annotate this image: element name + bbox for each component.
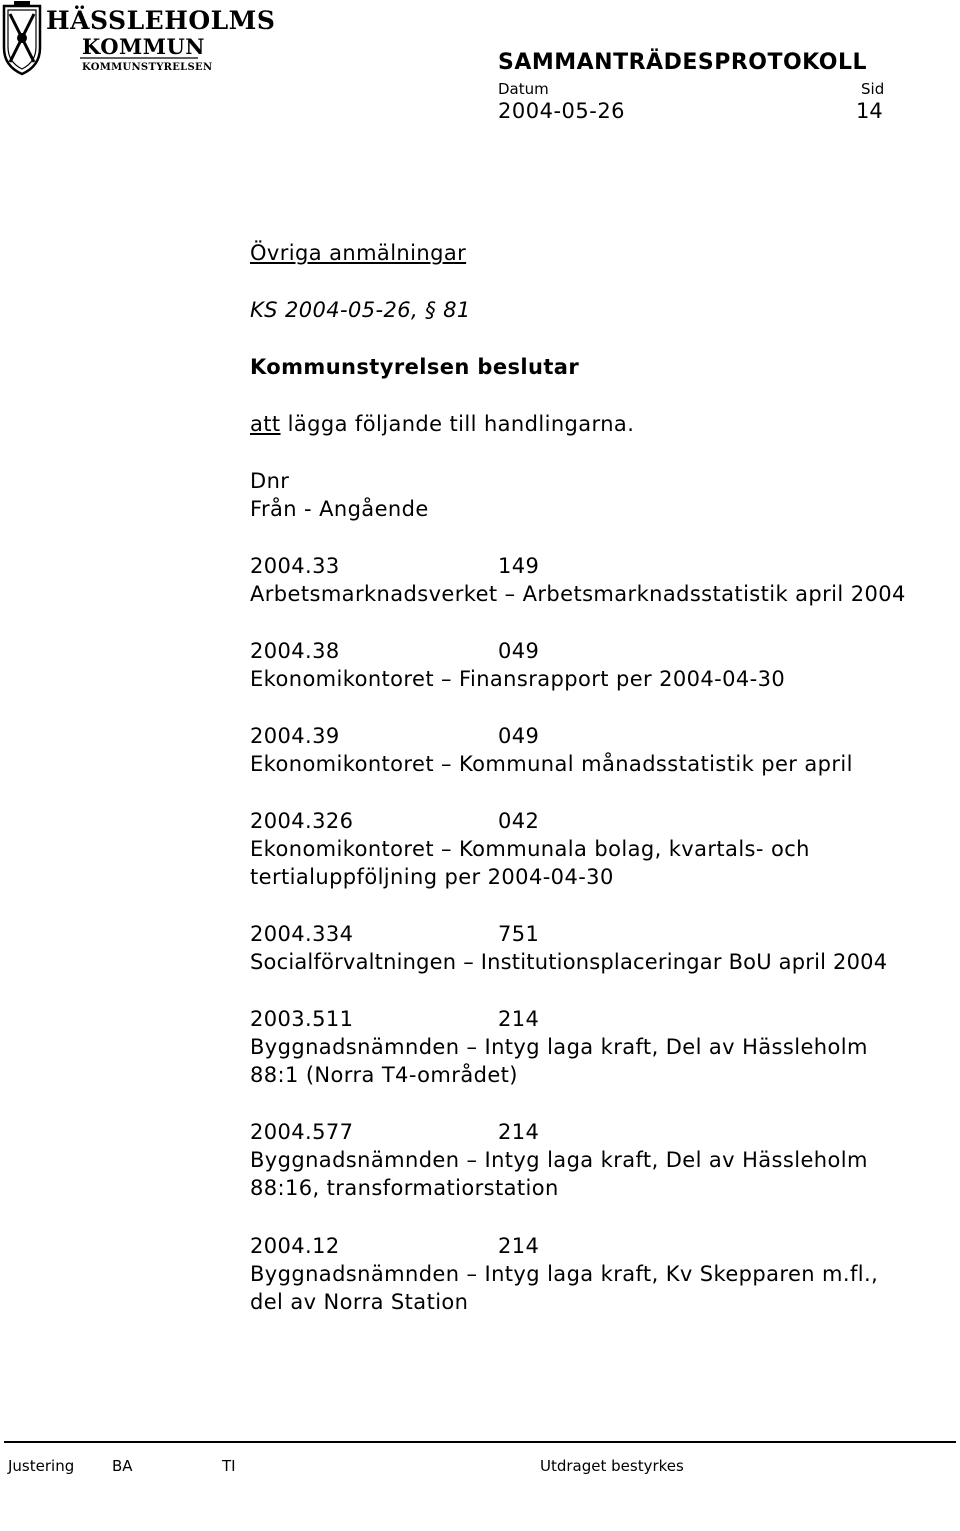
item-text: Byggnadsnämnden – Intyg laga kraft, Del av Hässleholm <box>250 1035 868 1059</box>
reference-number: 81 <box>443 298 471 322</box>
org-name-line2: KOMMUN <box>82 34 205 59</box>
coat-of-arms-icon <box>4 1 40 74</box>
decision-att: att <box>250 412 281 436</box>
item-code: 049 <box>498 639 540 663</box>
item-code: 049 <box>498 724 540 748</box>
item-text: Ekonomikontoret – Kommunal månadsstatistik per april <box>250 752 853 776</box>
section-heading: Övriga anmälningar <box>250 241 467 265</box>
footer-certified: Utdraget bestyrkes <box>540 1457 684 1475</box>
reference-prefix: KS 2004-05-26, <box>250 298 419 322</box>
item-code: 751 <box>498 922 540 946</box>
reference-line <box>250 298 471 322</box>
column-dnr: Dnr <box>250 469 290 493</box>
item-text: Byggnadsnämnden – Intyg laga kraft, Kv Skepparen m.fl., <box>250 1262 879 1286</box>
meeting-date: 2004-05-26 <box>498 99 626 123</box>
item-dnr: 2003.511 <box>250 1007 354 1031</box>
item-text-continued: tertialuppföljning per 2004-04-30 <box>250 865 614 889</box>
footer-justering: Justering <box>8 1457 75 1475</box>
section-symbol: § <box>425 298 437 322</box>
item-dnr: 2004.334 <box>250 922 354 946</box>
decision-body: lägga följande till handlingarna. <box>287 412 635 436</box>
item-code: 149 <box>498 554 540 578</box>
item-dnr: 2004.39 <box>250 724 340 748</box>
item-dnr: 2004.33 <box>250 554 340 578</box>
item-text-continued: 88:16, transformatiorstation <box>250 1176 559 1200</box>
decision-text <box>250 412 634 436</box>
item-dnr: 2004.577 <box>250 1120 354 1144</box>
date-label: Datum <box>498 80 549 98</box>
decision-title: Kommunstyrelsen beslutar <box>250 355 580 379</box>
item-code: 042 <box>498 809 540 833</box>
item-text: Socialförvaltningen – Institutionsplaceringar BoU april 2004 <box>250 950 888 974</box>
item-code: 214 <box>498 1120 540 1144</box>
item-text: Byggnadsnämnden – Intyg laga kraft, Del av Hässleholm <box>250 1148 868 1172</box>
document-type: SAMMANTRÄDESPROTOKOLL <box>498 50 867 75</box>
footer-divider <box>4 1441 956 1443</box>
item-text: Ekonomikontoret – Kommunala bolag, kvartals- och <box>250 837 810 861</box>
page-number: 14 <box>856 99 883 123</box>
item-dnr: 2004.12 <box>250 1234 340 1258</box>
item-text: Ekonomikontoret – Finansrapport per 2004-04-30 <box>250 667 786 691</box>
item-text-continued: del av Norra Station <box>250 1290 469 1314</box>
item-dnr: 2004.326 <box>250 809 354 833</box>
footer-signature-2: TI <box>222 1457 236 1475</box>
item-dnr: 2004.38 <box>250 639 340 663</box>
item-text: Arbetsmarknadsverket – Arbetsmarknadsstatistik april 2004 <box>250 582 906 606</box>
page-label: Sid <box>861 80 885 98</box>
item-code: 214 <box>498 1007 540 1031</box>
item-text-continued: 88:1 (Norra T4-området) <box>250 1063 518 1087</box>
org-name-line3: KOMMUNSTYRELSEN <box>82 62 213 73</box>
column-from: Från - Angående <box>250 497 429 521</box>
item-code: 214 <box>498 1234 540 1258</box>
org-name-line1: HÄSSLEHOLMS <box>46 6 276 35</box>
footer-signature-1: BA <box>112 1457 133 1475</box>
